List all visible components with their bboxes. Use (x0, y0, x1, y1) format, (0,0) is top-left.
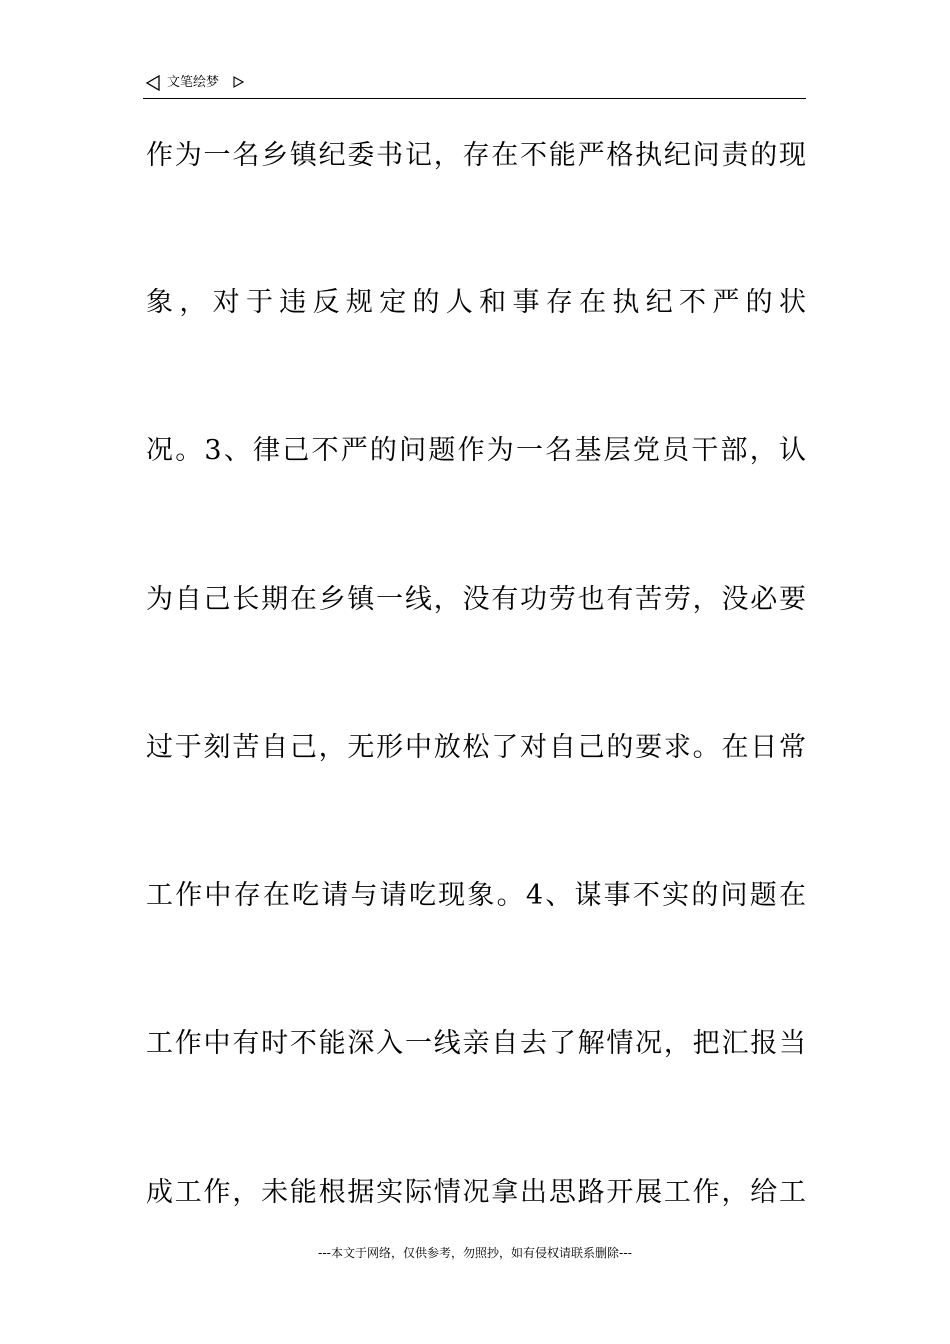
page-footer: ---本文于网络，仅供参考，勿照抄，如有侵权请联系删除--- (318, 1246, 632, 1260)
body-line-2: 象，对于违反规定的人和事存在执纪不严的状 (146, 287, 806, 318)
body-line-5: 过于刻苦自己，无形中放松了对自己的要求。在日常 (146, 732, 806, 763)
page-header (143, 72, 806, 99)
body-line-8: 成工作，未能根据实际情况拿出思路开展工作，给工 (146, 1177, 806, 1208)
body-line-1: 作为一名乡镇纪委书记，存在不能严格执纪问责的现 (146, 140, 806, 171)
body-line-4: 为自己长期在乡镇一线，没有功劳也有苦劳，没必要 (146, 584, 806, 615)
header-title: 文笔绘梦 (167, 75, 220, 90)
triangle-left-icon (145, 75, 161, 91)
body-line-7: 工作中有时不能深入一线亲自去了解情况，把汇报当 (146, 1028, 806, 1059)
triangle-right-icon (233, 76, 244, 88)
body-line-6: 工作中存在吃请与请吃现象。4、谋事不实的问题在 (146, 880, 806, 911)
body-line-3: 况。3、律己不严的问题作为一名基层党员干部，认 (146, 435, 806, 466)
